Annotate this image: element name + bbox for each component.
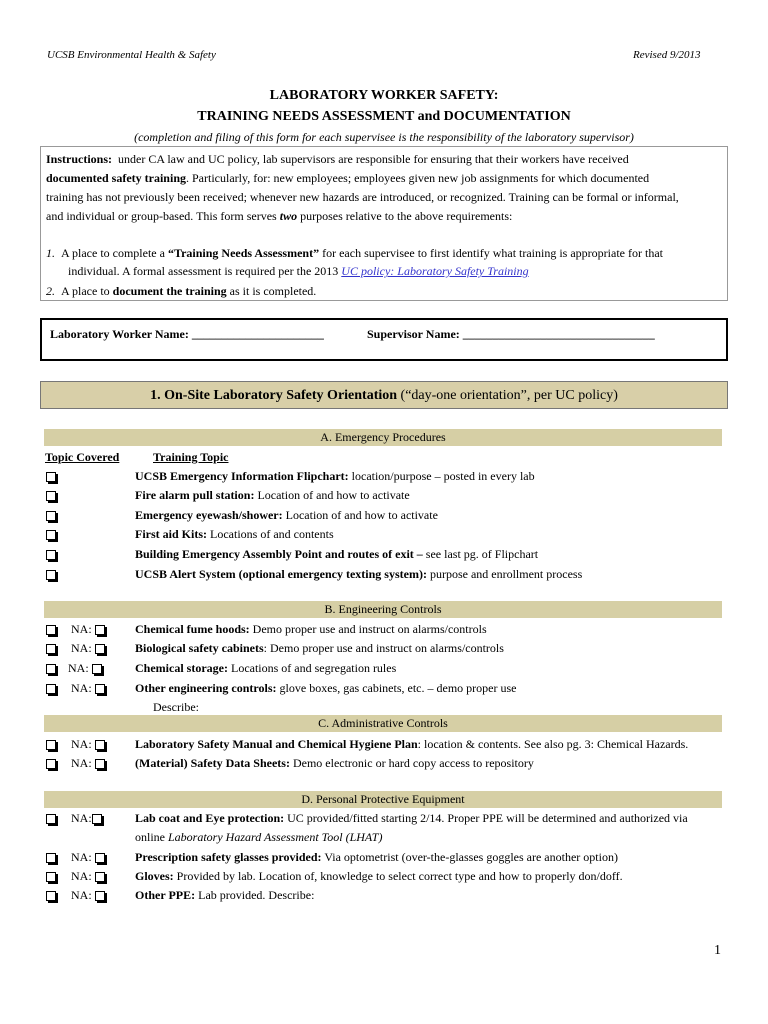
topic-text: UCSB Alert System (optional emergency texting system): purpose and enrollment process bbox=[135, 567, 583, 581]
describe-label: Describe: bbox=[153, 700, 199, 714]
col-training-topic: Training Topic bbox=[153, 450, 229, 464]
instructions-line-2: . Particularly, for: new employees; employees given new job assignments for which documented bbox=[186, 171, 650, 185]
instructions-two: two bbox=[279, 209, 298, 223]
topic-text: Laboratory Safety Manual and Chemical Hygiene Plan: location & contents. See also pg. 3: Chemical Hazards. bbox=[135, 737, 689, 751]
topic-text: Biological safety cabinets: Demo proper use and instruct on alarms/controls bbox=[135, 641, 504, 655]
header-right: Revised 9/2013 bbox=[633, 49, 701, 61]
checklist-row: NA: bbox=[46, 661, 102, 676]
topic-text: Lab coat and Eye protection: UC provided/fitted starting 2/14. Proper PPE will be determined and authorized via bbox=[135, 811, 688, 825]
na-checkbox[interactable] bbox=[95, 625, 105, 635]
checklist-row bbox=[46, 508, 56, 523]
checklist-row bbox=[46, 547, 56, 562]
worker-name-field[interactable]: Laboratory Worker Name: ______________________ bbox=[50, 327, 324, 341]
item-1-c: for each supervisee to first identify what training is appropriate for that bbox=[319, 246, 663, 260]
checklist-row: NA: bbox=[46, 681, 105, 696]
subtitle: (completion and filing of this form for each supervisee is the responsibility of the laboratory supervisor) bbox=[134, 130, 634, 144]
checklist-row: NA: bbox=[46, 622, 105, 637]
checkbox[interactable] bbox=[46, 814, 56, 824]
checkbox[interactable] bbox=[46, 511, 56, 521]
lhat-line: online Laboratory Hazard Assessment Tool (LHAT) bbox=[135, 830, 383, 844]
topic-text: Prescription safety glasses provided: Via optometrist (over-the-glasses goggles are another option) bbox=[135, 850, 618, 864]
title-line-2: TRAINING NEEDS ASSESSMENT and DOCUMENTATION bbox=[197, 109, 571, 124]
section-c-band: C. Administrative Controls bbox=[44, 715, 722, 732]
instructions-box bbox=[40, 146, 728, 301]
item-2-a: A place to bbox=[61, 284, 113, 298]
instructions-documented-training: documented safety training bbox=[46, 171, 186, 185]
topic-text: Emergency eyewash/shower: Location of and how to activate bbox=[135, 508, 438, 522]
na-checkbox[interactable] bbox=[92, 814, 102, 824]
item-2-b: document the training bbox=[112, 284, 227, 298]
instructions-label: Instructions: bbox=[46, 152, 113, 166]
supervisor-name-field[interactable]: Supervisor Name: ________________________________ bbox=[367, 327, 655, 341]
checklist-row: NA: bbox=[46, 756, 105, 771]
checkbox[interactable] bbox=[46, 530, 56, 540]
checklist-row: NA: bbox=[46, 737, 105, 752]
section-b-band: B. Engineering Controls bbox=[44, 601, 722, 618]
item-1-a: A place to complete a bbox=[61, 246, 168, 260]
page-number: 1 bbox=[714, 943, 721, 958]
topic-text: Other engineering controls: glove boxes, gas cabinets, etc. – demo proper use bbox=[135, 681, 517, 695]
checklist-row bbox=[46, 527, 56, 542]
checkbox[interactable] bbox=[46, 472, 56, 482]
checkbox[interactable] bbox=[46, 625, 56, 635]
checkbox[interactable] bbox=[46, 853, 56, 863]
item-1-number: 1. bbox=[46, 246, 55, 260]
item-1-line-2: individual. A formal assessment is required per the 2013 bbox=[68, 264, 342, 278]
instructions-line-1: under CA law and UC policy, lab supervisors are responsible for ensuring that their workers have received bbox=[118, 152, 629, 166]
topic-text: Chemical fume hoods: Demo proper use and instruct on alarms/controls bbox=[135, 622, 487, 636]
lhat-tool: Laboratory Hazard Assessment Tool (LHAT) bbox=[168, 830, 383, 844]
na-checkbox[interactable] bbox=[95, 644, 105, 654]
section-1-subtitle: (“day-one orientation”, per UC policy) bbox=[397, 388, 618, 403]
checklist-row bbox=[46, 469, 56, 484]
topic-text: Chemical storage: Locations of and segregation rules bbox=[135, 661, 397, 675]
checklist-row: NA: bbox=[46, 869, 105, 884]
checkbox[interactable] bbox=[46, 872, 56, 882]
checkbox[interactable] bbox=[46, 570, 56, 580]
na-checkbox[interactable] bbox=[95, 759, 105, 769]
na-checkbox[interactable] bbox=[92, 664, 102, 674]
checkbox[interactable] bbox=[46, 664, 56, 674]
checkbox[interactable] bbox=[46, 491, 56, 501]
topic-text: First aid Kits: Locations of and contents bbox=[135, 527, 334, 541]
checklist-row: NA: bbox=[46, 850, 105, 865]
na-checkbox[interactable] bbox=[95, 891, 105, 901]
checkbox[interactable] bbox=[46, 759, 56, 769]
topic-text: Other PPE: Lab provided. Describe: bbox=[135, 888, 315, 902]
na-checkbox[interactable] bbox=[95, 684, 105, 694]
topic-text: Building Emergency Assembly Point and routes of exit – see last pg. of Flipchart bbox=[135, 547, 539, 561]
topic-text: UCSB Emergency Information Flipchart: location/purpose – posted in every lab bbox=[135, 469, 535, 483]
checklist-row bbox=[46, 567, 56, 582]
item-2-number: 2. bbox=[46, 284, 55, 298]
names-box bbox=[40, 318, 728, 361]
item-1-b: “Training Needs Assessment” bbox=[167, 246, 320, 260]
checklist-row bbox=[46, 488, 56, 503]
na-checkbox[interactable] bbox=[95, 740, 105, 750]
checklist-row: NA: bbox=[46, 888, 105, 903]
section-d-band: D. Personal Protective Equipment bbox=[44, 791, 722, 808]
title-line-1: LABORATORY WORKER SAFETY: bbox=[269, 88, 499, 103]
section-1-header bbox=[40, 381, 728, 409]
checkbox[interactable] bbox=[46, 684, 56, 694]
section-1-title: 1. On-Site Laboratory Safety Orientation bbox=[150, 388, 398, 403]
checkbox[interactable] bbox=[46, 891, 56, 901]
instructions-line-3: training has not previously been received; whenever new hazards are introduced, or recognized. Training can be formal or informal, bbox=[46, 190, 679, 204]
uc-policy-link[interactable]: UC policy: Laboratory Safety Training bbox=[341, 264, 529, 278]
topic-text: Gloves: Provided by lab. Location of, knowledge to select correct type and how to properly don/doff. bbox=[135, 869, 623, 883]
col-topic-covered: Topic Covered bbox=[45, 450, 120, 464]
checklist-row: NA: bbox=[46, 811, 102, 826]
checkbox[interactable] bbox=[46, 550, 56, 560]
checkbox[interactable] bbox=[46, 740, 56, 750]
instructions-line-4c: purposes relative to the above requirements: bbox=[297, 209, 513, 223]
header-left: UCSB Environmental Health & Safety bbox=[47, 49, 216, 61]
topic-text: Fire alarm pull station: Location of and how to activate bbox=[135, 488, 410, 502]
checklist-row: NA: bbox=[46, 641, 105, 656]
topic-text: (Material) Safety Data Sheets: Demo electronic or hard copy access to repository bbox=[135, 756, 534, 770]
checkbox[interactable] bbox=[46, 644, 56, 654]
instructions-line-4a: and individual or group-based. This form serves bbox=[46, 209, 280, 223]
na-checkbox[interactable] bbox=[95, 872, 105, 882]
na-checkbox[interactable] bbox=[95, 853, 105, 863]
section-a-band: A. Emergency Procedures bbox=[44, 429, 722, 446]
item-2-c: as it is completed. bbox=[226, 284, 317, 298]
